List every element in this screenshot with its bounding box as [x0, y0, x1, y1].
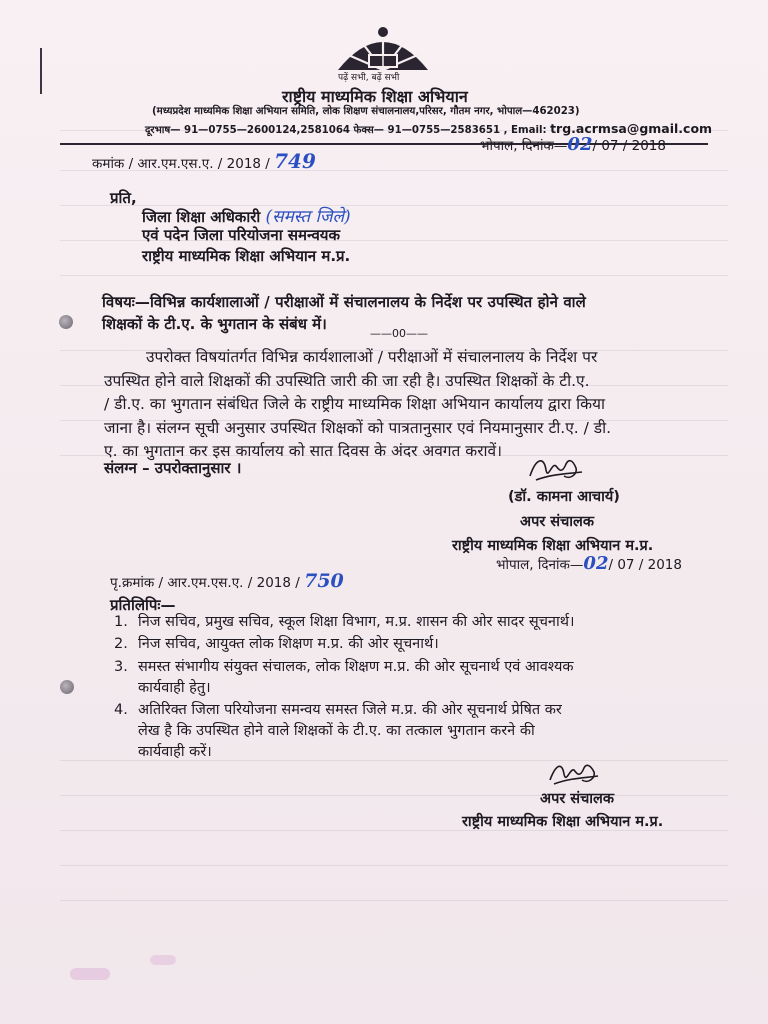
endorsement-number: [110, 570, 344, 592]
endorsement-number-label: पृ.क्रमांक / आर.एम.एस.ए. / 2018 /: [110, 575, 300, 591]
letter-date-month-year: / 07 / 2018: [592, 138, 666, 154]
body-line-4: जाना है। संलग्न सूची अनुसार उपस्थित शिक्षकों को पात्रतानुसार एवं नियमानुसार टी.ए. / डी.: [104, 418, 612, 437]
copy-list-item: [114, 612, 723, 633]
copy-item-number: 4.: [114, 702, 128, 718]
letter-number-handwritten: 749: [274, 149, 316, 173]
signature-date: [496, 553, 682, 574]
recipient-line-3: राष्ट्रीय माध्यमिक शिक्षा अभियान म.प्र.: [142, 247, 351, 265]
signature-1: [526, 452, 586, 486]
org-title: राष्ट्रीय माध्यमिक शिक्षा अभियान: [282, 87, 468, 106]
body-line-5: ए. का भुगतान कर इस कार्यालय को सात दिवस के अंदर अवगत करावें।: [104, 442, 503, 460]
email-link[interactable]: trg.acrmsa@gmail.com: [550, 121, 713, 136]
copy-item-line: निज सचिव, प्रमुख सचिव, स्कूल शिक्षा विभाग, म.प्र. शासन की ओर सादर सूचनार्थ।: [138, 614, 575, 630]
copy-list-item: [114, 634, 723, 655]
body-line-1: उपरोक्त विषयांतर्गत विभिन्न कार्यशालाओं / परीक्षाओं में संचालनालय के निर्देश पर: [146, 348, 598, 366]
staple-mark: [40, 48, 42, 94]
copy-item-number: 1.: [114, 614, 128, 630]
letter-date-day-handwritten: 02: [567, 134, 593, 155]
letter-number: [92, 149, 316, 173]
copy-item-line: कार्यवाही करें।: [138, 744, 212, 760]
punch-hole-top: [59, 315, 73, 329]
body-line-3: / डी.ए. का भुगतान संबंधित जिले के राष्ट्रीय माध्यमिक शिक्षा अभियान कार्यालय द्वारा किया: [104, 395, 606, 413]
subject-line-2: शिक्षकों के टी.ए. के भुगतान के संबंध में।: [102, 315, 327, 333]
punch-hole-bottom: [60, 680, 74, 694]
body-line-2: उपस्थित होने वाले शिक्षकों की उपस्थिति जारी की जा रही है। उपस्थित शिक्षकों के टी.ए.: [104, 371, 590, 390]
ink-smudge: [150, 955, 176, 965]
signature-2: [546, 758, 602, 790]
letter-date: [480, 134, 666, 155]
subject-divider: ——00——: [370, 327, 428, 340]
copy-item-line: लेख है कि उपस्थित होने वाले शिक्षकों के टी.ए. का तत्काल भुगतान करने की: [138, 723, 535, 739]
contact-phones: दूरभाष— 91—0755—2600124,2581064 फेक्स— 91—0755—2583651 , Email:: [145, 125, 547, 136]
letter-date-place: भोपाल, दिनांक—: [480, 138, 568, 154]
recipient-line-2: एवं पदेन जिला परियोजना समन्वयक: [142, 226, 341, 244]
copy-item-number: 2.: [114, 636, 128, 652]
recipient-line-1: [142, 204, 351, 227]
signatory-name: (डॉ. कामना आचार्य): [508, 489, 620, 505]
copy-item-number: 3.: [114, 659, 128, 675]
signatory-designation: अपर संचालक: [520, 514, 595, 530]
signature-2-org: राष्ट्रीय माध्यमिक शिक्षा अभियान म.प्र.: [462, 814, 664, 830]
signature-date-day-handwritten: 02: [583, 553, 609, 574]
signature-date-month-year: / 07 / 2018: [608, 557, 682, 573]
copy-to-label: प्रतिलिपिः—: [110, 596, 176, 614]
ink-smudge: [70, 968, 110, 980]
copy-item-line: समस्त संभागीय संयुक्त संचालक, लोक शिक्षण म.प्र. की ओर सूचनार्थ एवं आवश्यक: [138, 659, 574, 675]
copy-item-line: निज सचिव, आयुक्त लोक शिक्षण म.प्र. की ओर सूचनार्थ।: [138, 636, 439, 652]
org-subtitle: (मध्यप्रदेश माध्यमिक शिक्षा अभियान समिति, लोक शिक्षण संचालनालय,परिसर, गौतम नगर, भोपाल—462023): [152, 106, 580, 117]
copy-list-item: [114, 700, 723, 763]
subject-line-1: विषयः—विभिन्न कार्यशालाओं / परीक्षाओं में संचालनालय के निर्देश पर उपस्थित होने वाले: [102, 293, 586, 311]
logo-motto: पढ़ें सभी, बढ़ें सभी: [338, 73, 400, 83]
recipient-officer: जिला शिक्षा अधिकारी: [142, 208, 261, 226]
signatory-org: राष्ट्रीय माध्यमिक शिक्षा अभियान म.प्र.: [452, 538, 654, 554]
recipient-to: प्रति,: [110, 189, 137, 207]
copy-list-item: [114, 657, 723, 699]
letter-number-label: कमांक / आर.एम.एस.ए. / 2018 /: [92, 156, 270, 172]
recipient-handwritten-note: (समस्त जिले): [265, 207, 351, 227]
signature-date-place: भोपाल, दिनांक—: [496, 557, 584, 573]
attachment-note: संलग्न – उपरोक्तानुसार ।: [104, 459, 242, 477]
body-paragraph: [104, 346, 714, 464]
signature-2-designation: अपर संचालक: [540, 791, 615, 807]
copy-item-line: कार्यवाही हेतु।: [138, 680, 211, 696]
copy-item-line: अतिरिक्त जिला परियोजना समन्वय समस्त जिले म.प्र. की ओर सूचनार्थ प्रेषित कर: [138, 702, 562, 718]
endorsement-number-handwritten: 750: [304, 570, 344, 592]
